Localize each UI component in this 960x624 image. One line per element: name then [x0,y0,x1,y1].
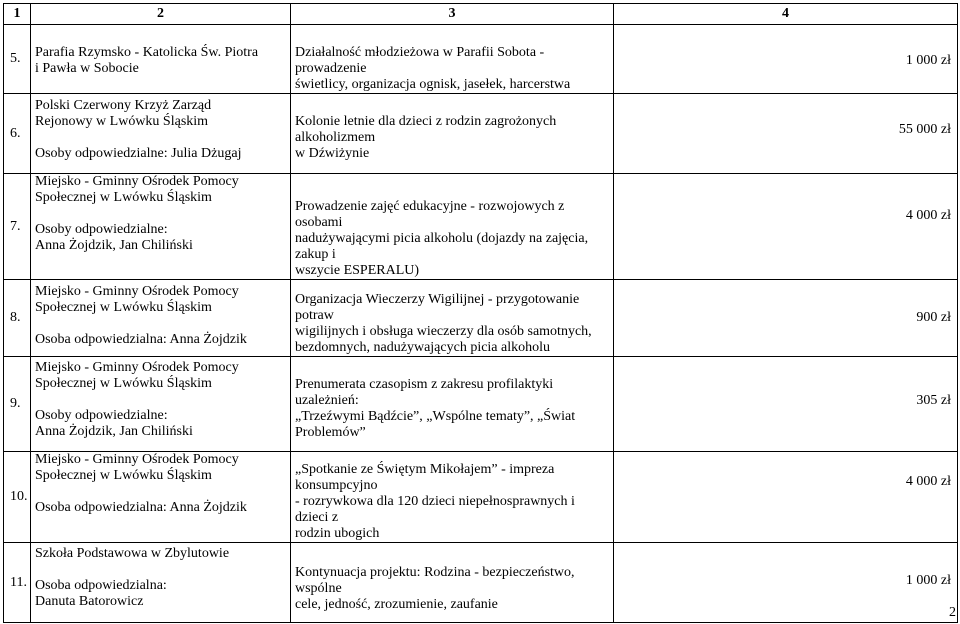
amount-cell [614,25,958,94]
row-number: 9. [4,357,31,452]
amount-text: 4 000 zł [905,474,951,489]
task-text: „Spotkanie ze Świętym Mikołajem” - impreza konsumpcyjno - rozrywkowa dla 120 dzieci niepełnosprawnych i dzieci z rodzin ubogich [295,462,575,541]
task-cell [291,25,614,94]
organization-cell [31,174,291,280]
amount-cell [614,452,958,543]
amount-cell [614,280,958,357]
amount-text: 55 000 zł [898,122,951,137]
organization-cell [31,452,291,543]
organization-text: Polski Czerwony Krzyż Zarząd Rejonowy w Lwówku Śląskim Osoby odpowiedzialne: Julia Dżugaj [35,98,242,161]
task-text: Prenumerata czasopism z zakresu profilaktyki uzależnień: „Trzeźwymi Bądźcie”, „Wspólne tematy”, „Świat Problemów” [295,377,576,440]
task-text: Kolonie letnie dla dzieci z rodzin zagrożonych alkoholizmem w Dźwiżynie [295,114,557,161]
organization-text: Miejsko - Gminny Ośrodek Pomocy Społecznej w Lwówku Śląskim Osoba odpowiedzialna: Anna Żojdzik [35,452,247,515]
table-row [4,543,958,623]
header-col-4: 4 [614,4,958,25]
task-cell [291,94,614,174]
row-number: 5. [4,25,31,94]
task-text: Organizacja Wieczerzy Wigilijnej - przygotowanie potraw wigilijnych i obsługa wieczerzy dla osób samotnych, bezdomnych, nadużywających picia alkoholu [295,292,592,355]
row-number: 8. [4,280,31,357]
organization-cell [31,357,291,452]
funding-table [3,3,958,623]
row-number: 7. [4,174,31,280]
amount-text: 305 zł [916,393,951,408]
amount-text: 4 000 zł [905,208,951,223]
task-cell [291,174,614,280]
table-row [4,357,958,452]
task-text: Działalność młodzieżowa w Parafii Sobota - prowadzenie świetlicy, organizacja ognisk, jasełek, harcerstwa [295,45,571,92]
organization-cell [31,543,291,623]
table-header-row [4,4,958,25]
task-text: Kontynuacja projektu: Rodzina - bezpieczeństwo, wspólne cele, jedność, zrozumienie, zaufanie [295,565,575,612]
organization-cell [31,25,291,94]
row-number: 11. [4,543,31,623]
task-cell [291,357,614,452]
organization-text: Szkoła Podstawowa w Zbylutowie Osoba odpowiedzialna: Danuta Batorowicz [35,546,230,609]
table-row [4,280,958,357]
organization-text: Miejsko - Gminny Ośrodek Pomocy Społecznej w Lwówku Śląskim Osoby odpowiedzialne: Anna Żojdzik, Jan Chiliński [35,174,239,253]
amount-text: 900 zł [916,310,951,325]
amount-cell [614,357,958,452]
organization-text: Parafia Rzymsko - Katolicka Św. Piotra i Pawła w Sobocie [35,45,259,76]
header-col-1: 1 [4,4,31,25]
page-number: 2 [949,605,956,620]
header-col-3: 3 [291,4,614,25]
task-cell [291,280,614,357]
table-row [4,174,958,280]
table-row [4,452,958,543]
table-row [4,25,958,94]
row-number: 10. [4,452,31,543]
organization-text: Miejsko - Gminny Ośrodek Pomocy Społecznej w Lwówku Śląskim Osoby odpowiedzialne: Anna Żojdzik, Jan Chiliński [35,360,239,439]
amount-cell [614,174,958,280]
organization-cell [31,280,291,357]
row-number: 6. [4,94,31,174]
organization-cell [31,94,291,174]
task-cell [291,452,614,543]
task-cell [291,543,614,623]
amount-cell [614,94,958,174]
task-text: Prowadzenie zajęć edukacyjne - rozwojowych z osobami nadużywającymi picia alkoholu (dojazdy na zajęcia, zakup i wszycie ESPERALU) [295,199,589,278]
organization-text: Miejsko - Gminny Ośrodek Pomocy Społecznej w Lwówku Śląskim Osoba odpowiedzialna: Anna Żojdzik [35,284,247,347]
amount-cell [614,543,958,623]
table-row [4,94,958,174]
amount-text: 1 000 zł [905,53,951,68]
amount-text: 1 000 zł [905,573,951,588]
header-col-2: 2 [31,4,291,25]
